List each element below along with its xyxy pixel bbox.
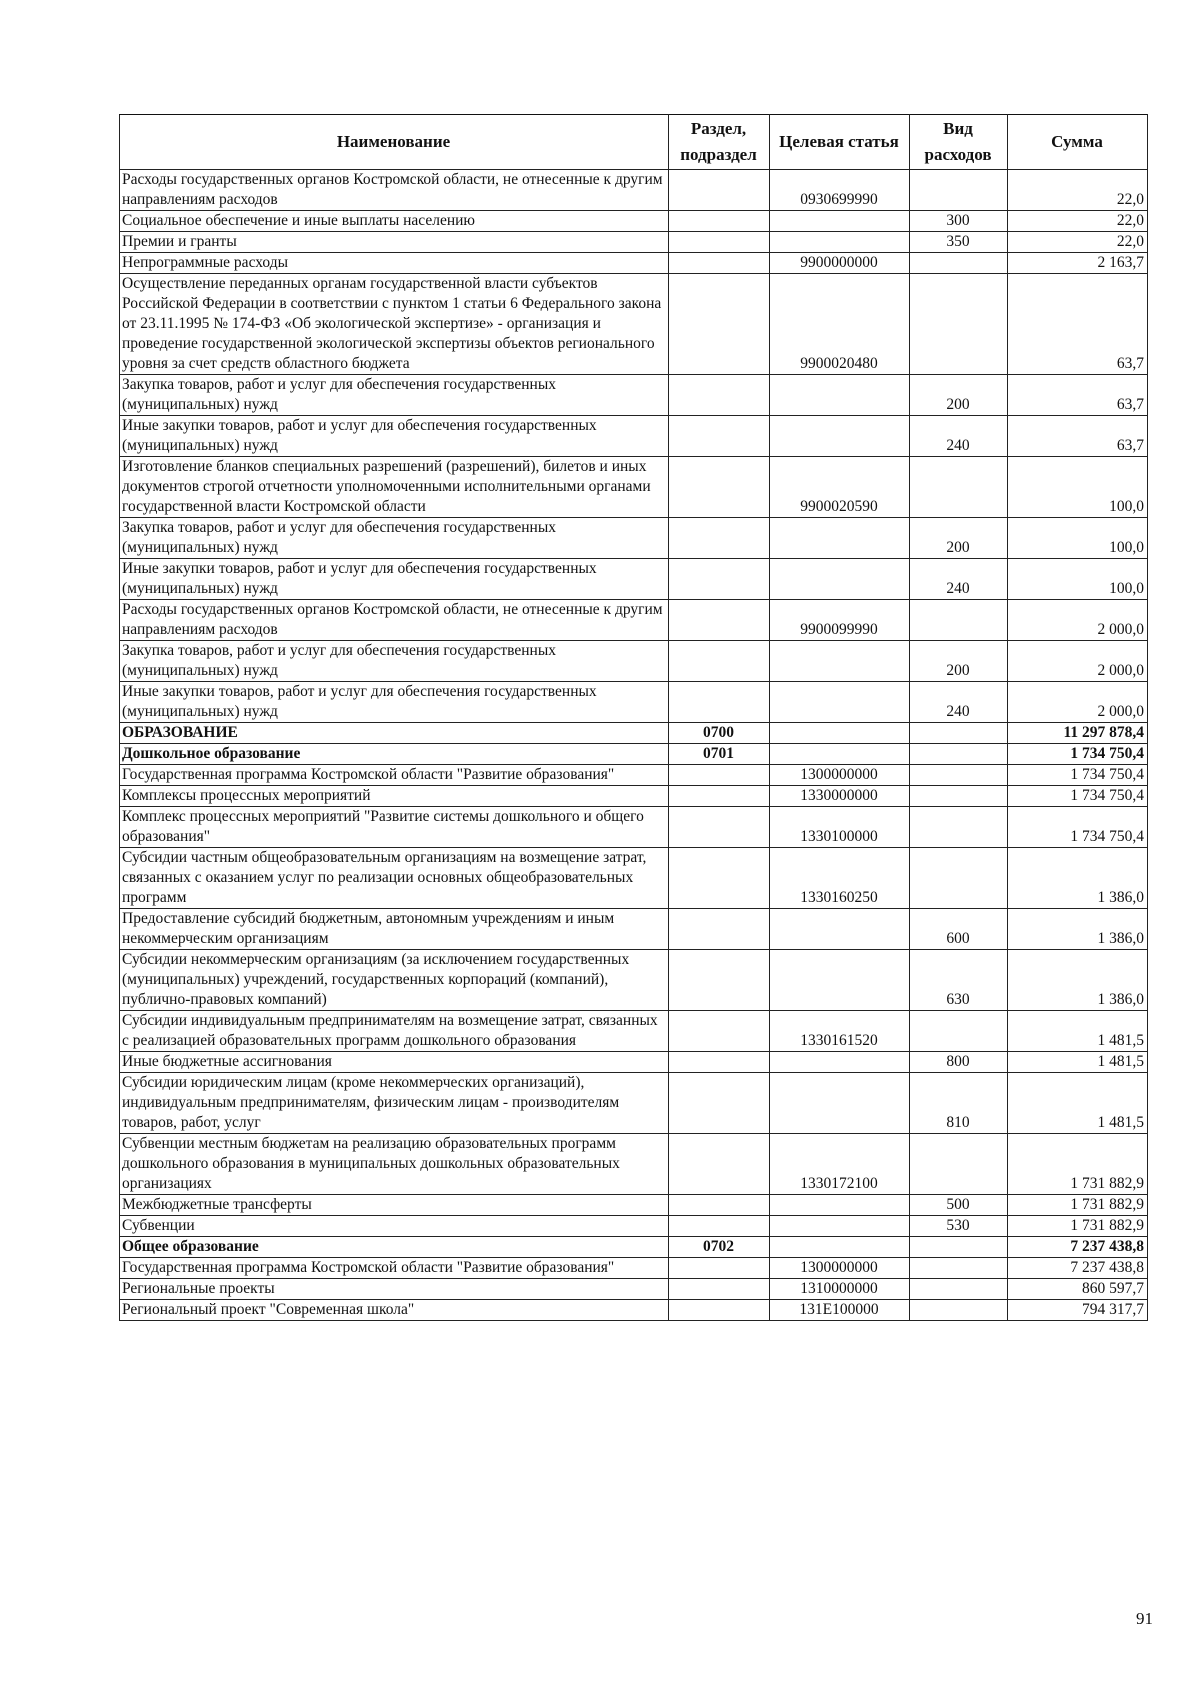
- cell-razdel: [669, 1134, 770, 1195]
- cell-target: 9900020590: [770, 457, 910, 518]
- header-name: Наименование: [120, 115, 669, 170]
- cell-type: [910, 1011, 1008, 1052]
- cell-target: 1310000000: [770, 1279, 910, 1300]
- cell-sum: 63,7: [1008, 274, 1148, 375]
- cell-sum: 63,7: [1008, 375, 1148, 416]
- cell-sum: 1 386,0: [1008, 848, 1148, 909]
- cell-razdel: [669, 1258, 770, 1279]
- cell-razdel: [669, 848, 770, 909]
- page-number: 91: [1136, 1609, 1153, 1628]
- cell-razdel: [669, 1052, 770, 1073]
- cell-razdel: [669, 682, 770, 723]
- cell-name: Субвенции: [120, 1216, 669, 1237]
- table-row: [120, 909, 1148, 950]
- cell-type: 630: [910, 950, 1008, 1011]
- cell-razdel: [669, 1279, 770, 1300]
- cell-razdel: [669, 416, 770, 457]
- cell-name: Изготовление бланков специальных разрешений (разрешений), билетов и иных документов строгой отчетности уполномоченными исполнительными органами государственной власти Костромской области: [120, 457, 669, 518]
- cell-target: 9900099990: [770, 600, 910, 641]
- cell-target: 1330000000: [770, 786, 910, 807]
- cell-target: [770, 375, 910, 416]
- table-row: [120, 1300, 1148, 1321]
- table-row: [120, 1216, 1148, 1237]
- cell-sum: 22,0: [1008, 170, 1148, 211]
- cell-type: [910, 807, 1008, 848]
- cell-type: [910, 253, 1008, 274]
- cell-name: Расходы государственных органов Костромской области, не отнесенные к другим направлениям расходов: [120, 600, 669, 641]
- cell-target: 9900020480: [770, 274, 910, 375]
- cell-razdel: [669, 909, 770, 950]
- cell-name: Расходы государственных органов Костромской области, не отнесенные к другим направлениям расходов: [120, 170, 669, 211]
- table-row: [120, 170, 1148, 211]
- cell-target: [770, 518, 910, 559]
- cell-razdel: [669, 786, 770, 807]
- table-row: [120, 1195, 1148, 1216]
- header-razdel: Раздел, подраздел: [669, 115, 770, 170]
- table-row: [120, 274, 1148, 375]
- cell-razdel: [669, 559, 770, 600]
- table-row: [120, 682, 1148, 723]
- cell-name: Региональный проект "Современная школа": [120, 1300, 669, 1321]
- cell-type: [910, 723, 1008, 744]
- cell-target: [770, 723, 910, 744]
- table-row: [120, 375, 1148, 416]
- cell-sum: 2 000,0: [1008, 641, 1148, 682]
- cell-target: [770, 416, 910, 457]
- cell-target: 1300000000: [770, 765, 910, 786]
- table-row: [120, 723, 1148, 744]
- cell-target: [770, 1237, 910, 1258]
- cell-sum: 860 597,7: [1008, 1279, 1148, 1300]
- cell-razdel: [669, 170, 770, 211]
- cell-type: 350: [910, 232, 1008, 253]
- cell-name: Осуществление переданных органам государственной власти субъектов Российской Федерации в соответствии с пунктом 1 статьи 6 Федерального закона от 23.11.1995 № 174-ФЗ «Об экологической экспертизе» - организация и проведение государственной экологической экспертизы объектов регионального уровня за счет средств областного бюджета: [120, 274, 669, 375]
- cell-name: Закупка товаров, работ и услуг для обеспечения государственных (муниципальных) нужд: [120, 375, 669, 416]
- cell-target: [770, 211, 910, 232]
- cell-sum: 794 317,7: [1008, 1300, 1148, 1321]
- cell-target: 1330100000: [770, 807, 910, 848]
- cell-target: 0930699990: [770, 170, 910, 211]
- cell-type: 600: [910, 909, 1008, 950]
- cell-sum: 1 731 882,9: [1008, 1216, 1148, 1237]
- cell-name: Субсидии юридическим лицам (кроме некоммерческих организаций), индивидуальным предпринимателям, физическим лицам - производителям товаров, работ, услуг: [120, 1073, 669, 1134]
- cell-name: Общее образование: [120, 1237, 669, 1258]
- cell-sum: 100,0: [1008, 518, 1148, 559]
- cell-name: Предоставление субсидий бюджетным, автономным учреждениям и иным некоммерческим организациям: [120, 909, 669, 950]
- cell-type: 530: [910, 1216, 1008, 1237]
- cell-sum: 11 297 878,4: [1008, 723, 1148, 744]
- cell-name: Закупка товаров, работ и услуг для обеспечения государственных (муниципальных) нужд: [120, 641, 669, 682]
- cell-sum: 63,7: [1008, 416, 1148, 457]
- cell-target: [770, 559, 910, 600]
- cell-type: 810: [910, 1073, 1008, 1134]
- cell-name: Субсидии индивидуальным предпринимателям на возмещение затрат, связанных с реализацией образовательных программ дошкольного образования: [120, 1011, 669, 1052]
- cell-type: [910, 1258, 1008, 1279]
- cell-type: 300: [910, 211, 1008, 232]
- cell-sum: 1 731 882,9: [1008, 1134, 1148, 1195]
- cell-razdel: [669, 1300, 770, 1321]
- cell-sum: 1 386,0: [1008, 909, 1148, 950]
- cell-type: [910, 848, 1008, 909]
- cell-name: Государственная программа Костромской области "Развитие образования": [120, 1258, 669, 1279]
- cell-name: Непрограммные расходы: [120, 253, 669, 274]
- cell-target: 1330160250: [770, 848, 910, 909]
- cell-razdel: [669, 600, 770, 641]
- cell-target: [770, 909, 910, 950]
- cell-sum: 1 734 750,4: [1008, 765, 1148, 786]
- table-row: [120, 232, 1148, 253]
- cell-type: [910, 744, 1008, 765]
- cell-sum: 1 734 750,4: [1008, 807, 1148, 848]
- cell-type: [910, 1300, 1008, 1321]
- cell-name: Межбюджетные трансферты: [120, 1195, 669, 1216]
- cell-sum: 1 731 882,9: [1008, 1195, 1148, 1216]
- cell-type: [910, 457, 1008, 518]
- cell-razdel: [669, 641, 770, 682]
- cell-razdel: [669, 1073, 770, 1134]
- table-header: [120, 115, 1148, 170]
- cell-type: 240: [910, 559, 1008, 600]
- cell-razdel: 0701: [669, 744, 770, 765]
- cell-razdel: [669, 232, 770, 253]
- cell-type: [910, 600, 1008, 641]
- table-row: [120, 744, 1148, 765]
- cell-razdel: [669, 807, 770, 848]
- cell-razdel: 0700: [669, 723, 770, 744]
- table-row: [120, 950, 1148, 1011]
- cell-type: [910, 274, 1008, 375]
- table-row: [120, 1258, 1148, 1279]
- cell-razdel: 0702: [669, 1237, 770, 1258]
- cell-razdel: [669, 765, 770, 786]
- table-row: [120, 1073, 1148, 1134]
- cell-sum: 22,0: [1008, 211, 1148, 232]
- cell-target: 1330172100: [770, 1134, 910, 1195]
- cell-type: 800: [910, 1052, 1008, 1073]
- cell-type: [910, 170, 1008, 211]
- table-row: [120, 1134, 1148, 1195]
- cell-target: 1330161520: [770, 1011, 910, 1052]
- table-row: [120, 518, 1148, 559]
- table-row: [120, 600, 1148, 641]
- cell-name: Иные бюджетные ассигнования: [120, 1052, 669, 1073]
- cell-type: [910, 1279, 1008, 1300]
- cell-razdel: [669, 253, 770, 274]
- cell-target: [770, 1216, 910, 1237]
- cell-target: [770, 1195, 910, 1216]
- cell-name: Государственная программа Костромской области "Развитие образования": [120, 765, 669, 786]
- table-row: [120, 457, 1148, 518]
- cell-name: Закупка товаров, работ и услуг для обеспечения государственных (муниципальных) нужд: [120, 518, 669, 559]
- cell-sum: 2 163,7: [1008, 253, 1148, 274]
- cell-razdel: [669, 274, 770, 375]
- cell-razdel: [669, 375, 770, 416]
- cell-name: Иные закупки товаров, работ и услуг для обеспечения государственных (муниципальных) нужд: [120, 416, 669, 457]
- cell-sum: 2 000,0: [1008, 600, 1148, 641]
- cell-sum: 1 481,5: [1008, 1011, 1148, 1052]
- cell-target: [770, 232, 910, 253]
- cell-sum: 1 734 750,4: [1008, 786, 1148, 807]
- table-row: [120, 1237, 1148, 1258]
- header-target: Целевая статья: [770, 115, 910, 170]
- cell-sum: 1 481,5: [1008, 1073, 1148, 1134]
- header-sum: Сумма: [1008, 115, 1148, 170]
- cell-name: ОБРАЗОВАНИЕ: [120, 723, 669, 744]
- cell-sum: 1 734 750,4: [1008, 744, 1148, 765]
- cell-sum: 2 000,0: [1008, 682, 1148, 723]
- table-row: [120, 786, 1148, 807]
- table-row: [120, 641, 1148, 682]
- cell-razdel: [669, 457, 770, 518]
- cell-name: Региональные проекты: [120, 1279, 669, 1300]
- cell-name: Комплекс процессных мероприятий "Развитие системы дошкольного и общего образования": [120, 807, 669, 848]
- cell-razdel: [669, 1216, 770, 1237]
- cell-type: [910, 1134, 1008, 1195]
- table-row: [120, 848, 1148, 909]
- table-row: [120, 1052, 1148, 1073]
- cell-type: 500: [910, 1195, 1008, 1216]
- header-type: Вид расходов: [910, 115, 1008, 170]
- cell-razdel: [669, 950, 770, 1011]
- table-row: [120, 253, 1148, 274]
- cell-sum: 100,0: [1008, 457, 1148, 518]
- cell-name: Иные закупки товаров, работ и услуг для обеспечения государственных (муниципальных) нужд: [120, 559, 669, 600]
- cell-name: Премии и гранты: [120, 232, 669, 253]
- cell-razdel: [669, 211, 770, 232]
- cell-type: [910, 786, 1008, 807]
- table-row: [120, 1011, 1148, 1052]
- table-row: [120, 1279, 1148, 1300]
- cell-sum: 1 386,0: [1008, 950, 1148, 1011]
- budget-table: [119, 114, 1148, 1321]
- cell-target: 1300000000: [770, 1258, 910, 1279]
- cell-target: [770, 641, 910, 682]
- cell-type: 200: [910, 375, 1008, 416]
- cell-target: [770, 1073, 910, 1134]
- cell-name: Субвенции местным бюджетам на реализацию образовательных программ дошкольного образования в муниципальных дошкольных образовательных организациях: [120, 1134, 669, 1195]
- table-row: [120, 211, 1148, 232]
- cell-razdel: [669, 1011, 770, 1052]
- cell-name: Субсидии частным общеобразовательным организациям на возмещение затрат, связанных с оказанием услуг по реализации основных общеобразовательных программ: [120, 848, 669, 909]
- cell-name: Субсидии некоммерческим организациям (за исключением государственных (муниципальных) учреждений, государственных корпораций (компаний), публично-правовых компаний): [120, 950, 669, 1011]
- cell-type: 240: [910, 416, 1008, 457]
- cell-name: Комплексы процессных мероприятий: [120, 786, 669, 807]
- table-row: [120, 559, 1148, 600]
- table-row: [120, 807, 1148, 848]
- table-row: [120, 765, 1148, 786]
- cell-type: [910, 1237, 1008, 1258]
- cell-target: [770, 950, 910, 1011]
- cell-razdel: [669, 1195, 770, 1216]
- cell-sum: 100,0: [1008, 559, 1148, 600]
- cell-name: Социальное обеспечение и иные выплаты населению: [120, 211, 669, 232]
- cell-target: [770, 682, 910, 723]
- cell-name: Иные закупки товаров, работ и услуг для обеспечения государственных (муниципальных) нужд: [120, 682, 669, 723]
- cell-type: [910, 765, 1008, 786]
- cell-target: 9900000000: [770, 253, 910, 274]
- cell-type: 200: [910, 641, 1008, 682]
- cell-sum: 7 237 438,8: [1008, 1237, 1148, 1258]
- cell-target: [770, 744, 910, 765]
- cell-sum: 22,0: [1008, 232, 1148, 253]
- header-row: [120, 115, 1148, 170]
- cell-type: 200: [910, 518, 1008, 559]
- cell-target: [770, 1052, 910, 1073]
- table-row: [120, 416, 1148, 457]
- cell-target: 131E100000: [770, 1300, 910, 1321]
- cell-sum: 1 481,5: [1008, 1052, 1148, 1073]
- cell-type: 240: [910, 682, 1008, 723]
- table-body: [120, 170, 1148, 1321]
- cell-name: Дошкольное образование: [120, 744, 669, 765]
- cell-sum: 7 237 438,8: [1008, 1258, 1148, 1279]
- cell-razdel: [669, 518, 770, 559]
